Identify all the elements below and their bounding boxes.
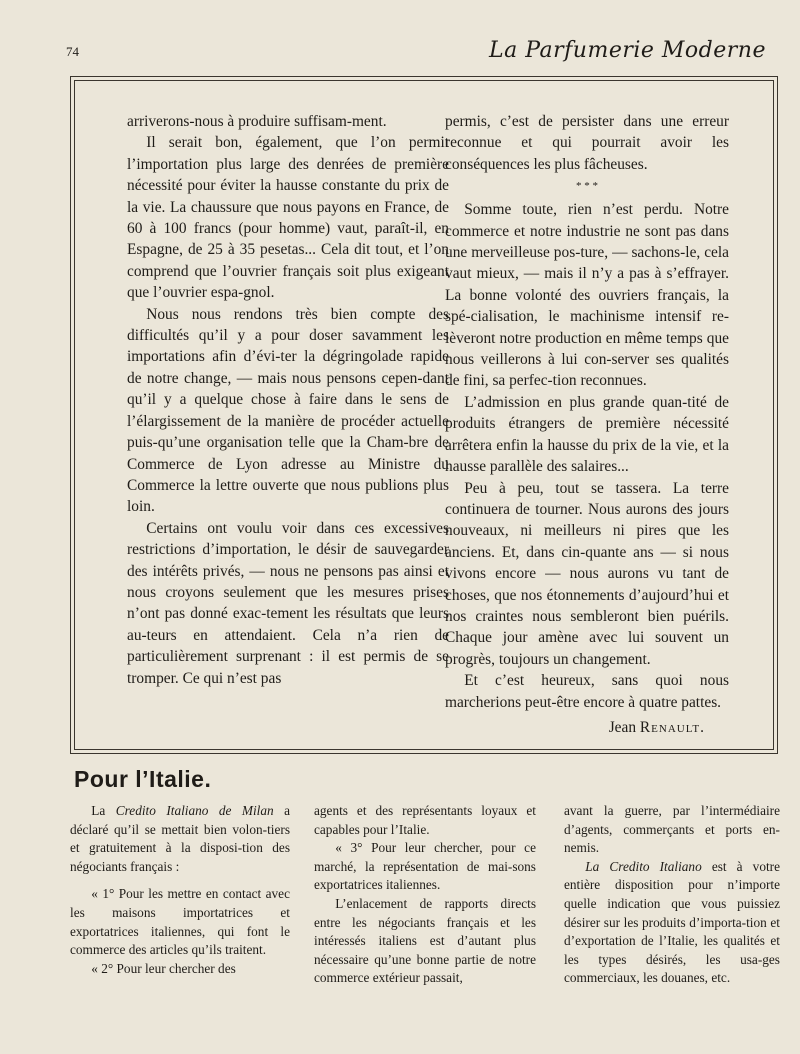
italy-paragraph: « 2° Pour leur chercher des	[91, 960, 236, 976]
italy-p1-pre: La	[91, 803, 106, 818]
italy-p1-post: a déclaré qu’il se mettait bien volon-tiers et gratuitement à la disposi-tion des négociants français :	[70, 803, 291, 874]
italy-paragraph	[564, 858, 780, 988]
author-first-name: Jean	[608, 718, 637, 736]
frame-paragraph: Certains ont voulu voir dans ces excessives restrictions d’importation, le désir de sauvegarder des intérêts privés, — nous ne pensons pas ainsi et nous croyons seulement que les mesures prises n’ont pas donné exac-tement les résultats que leurs au-teurs en attendaient. Cela n’a rien de particulièrement surprenant : il est permis de se tromper. Ce qui n’est pas	[127, 519, 449, 687]
framed-article	[74, 80, 774, 750]
italy-p3-post: est à votre entière disposition pour n’importe quelle indication que vous puissiez désirer sur les produits d’importa-tion et d’exportation de l’Italie, les qualités et les types désirés, les usa-ges commerciaux, les douanes, etc.	[564, 858, 780, 986]
frame-paragraph: Somme toute, rien n’est perdu. Notre commerce et notre industrie ne sont pas dans une merveilleuse pos-ture, — sachons-le, cela vaut mieux, — mais il n’y a pas à s’effrayer. La bonne volonté des ouvriers français, la spé-cialisation, le machinisme intensif re-lèveront notre production en même temps que nous veillerons à lui con-server ses qualités de fini, sa perfec-tion reconnues.	[445, 201, 729, 390]
page-number: 74	[66, 44, 79, 59]
italy-p3-bank-name: La Credito Italiano	[585, 858, 702, 874]
author-last-name: Renault.	[639, 718, 705, 736]
italy-p1-bank-name: Credito Italiano de Milan	[115, 803, 274, 818]
section-title: Pour l’Italie.	[74, 766, 212, 792]
italy-paragraph: agents et des représentants loyaux et capables pour l’Italie.	[314, 803, 536, 837]
frame-paragraph: Nous nous rendons très bien compte des difficultés qu’il y a pour doser savamment les importations afin d’évi-ter la dégringolade rapide de notre change, — mais nous pensons cepen-dant qu’il y a quelque chose à faire dans le sens de l’élargissement de la manière de procéder actuelle puis-qu’une organisation telle que la Cham-bre de Commerce de Lyon adresse au Ministre du Commerce la lettre ouverte que nous publions plus loin.	[127, 305, 449, 516]
italy-paragraph: avant la guerre, par l’intermédiaire d’agents, commerçants et ports en-nemis.	[564, 803, 780, 856]
author-signature	[445, 717, 729, 738]
frame-paragraph: arriverons-nous à produire suffisam-ment.	[127, 113, 387, 130]
journal-title: La Parfumerie Moderne	[488, 38, 766, 63]
section-separator: * * *	[576, 180, 598, 193]
frame-paragraph: Il serait bon, également, que l’on permit l’importation plus large des denrées de première nécessité pour éviter la hausse constante du prix de la vie. La chaussure que nous payons en France, de 60 à 100 francs (pour homme) vaut, paraît-il, en Espagne, de 25 à 35 pesetas... Cela dit tout, et l’on comprend que l’ouvrier français soit plus exigeant que l’ouvrier espa-gnol.	[127, 134, 449, 302]
frame-left-column	[127, 111, 449, 689]
frame-paragraph: L’admission en plus grande quan-tité de produits étrangers de première nécessité arrêtera enfin la hausse du prix de la vie, et la hausse parallèle des salaires...	[445, 393, 729, 476]
italy-paragraph	[70, 802, 290, 876]
frame-right-column	[445, 111, 729, 738]
italy-column-3	[564, 802, 780, 988]
frame-paragraph: Peu à peu, tout se tassera. La terre continuera de tourner. Nous aurons des jours nouveaux, ni meilleurs ni pires que les anciens. Et, dans cin-quante ans — si nous vivons encore — nous aurons vu tant de choses, que nos étonnements d’aujourd’hui et nos craintes nous sembleront bien puérils. Chaque jour amène avec lui souvent un progrès, toujours un changement.	[445, 479, 729, 668]
italy-paragraph: L’enlacement de rapports directs entre les négociants français et les intéressés italiens est d’autant plus nécessaire qu’une bonne partie de notre commerce extérieur passait,	[314, 895, 536, 986]
italy-paragraph: « 1° Pour les mettre en contact avec les maisons importatrices et exportatrices italiennes, qui font le commerce des articles qu’ils traitent.	[70, 886, 290, 958]
frame-paragraph: permis, c’est de persister dans une erreur reconnue et qui pourrait avoir les conséquences les plus fâcheuses.	[445, 113, 729, 173]
frame-paragraph: Et c’est heureux, sans quoi nous marcherions peut-être encore à quatre pattes.	[445, 672, 729, 711]
italy-paragraph: « 3° Pour leur chercher, pour ce marché, la représentation de mai-sons exportatrices italiennes.	[314, 840, 536, 893]
italy-column-1	[70, 802, 290, 978]
italy-column-2	[314, 802, 536, 988]
